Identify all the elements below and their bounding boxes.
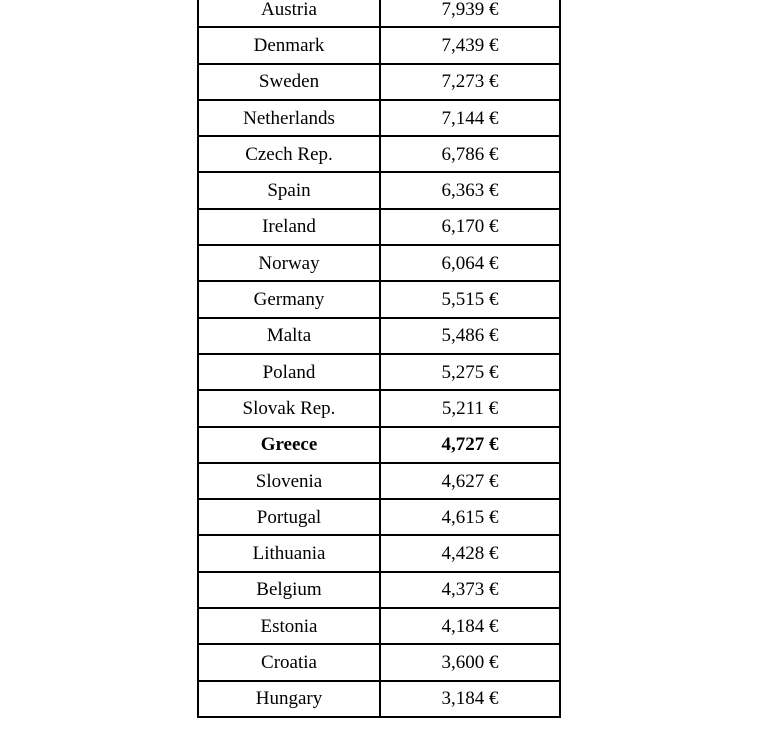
table-row bbox=[198, 608, 560, 644]
value-cell: 7,273 € bbox=[380, 64, 560, 100]
table-row bbox=[198, 644, 560, 680]
table-row bbox=[198, 27, 560, 63]
country-cell: Estonia bbox=[198, 608, 380, 644]
value-cell: 5,515 € bbox=[380, 281, 560, 317]
value-cell: 4,615 € bbox=[380, 499, 560, 535]
value-cell: 7,939 € bbox=[380, 0, 560, 27]
value-cell: 4,627 € bbox=[380, 463, 560, 499]
value-cell: 4,428 € bbox=[380, 535, 560, 571]
country-cell: Belgium bbox=[198, 572, 380, 608]
country-cell: Poland bbox=[198, 354, 380, 390]
value-cell: 6,064 € bbox=[380, 245, 560, 281]
table-body bbox=[198, 0, 560, 717]
table-row bbox=[198, 172, 560, 208]
value-cell: 6,170 € bbox=[380, 209, 560, 245]
value-cell: 4,184 € bbox=[380, 608, 560, 644]
value-cell: 5,486 € bbox=[380, 318, 560, 354]
value-cell: 4,373 € bbox=[380, 572, 560, 608]
value-cell: 3,184 € bbox=[380, 681, 560, 717]
country-cell: Greece bbox=[198, 427, 380, 463]
data-table-container bbox=[197, 0, 561, 718]
table-row bbox=[198, 245, 560, 281]
table-row bbox=[198, 64, 560, 100]
table-row bbox=[198, 354, 560, 390]
value-cell: 5,275 € bbox=[380, 354, 560, 390]
country-cell: Lithuania bbox=[198, 535, 380, 571]
table-row bbox=[198, 499, 560, 535]
country-cell: Slovak Rep. bbox=[198, 390, 380, 426]
table-row bbox=[198, 463, 560, 499]
table-row bbox=[198, 681, 560, 717]
table-row bbox=[198, 318, 560, 354]
value-cell: 3,600 € bbox=[380, 644, 560, 680]
country-cell: Norway bbox=[198, 245, 380, 281]
table-row bbox=[198, 100, 560, 136]
table-row bbox=[198, 390, 560, 426]
table-row bbox=[198, 572, 560, 608]
country-cell: Spain bbox=[198, 172, 380, 208]
value-cell: 6,786 € bbox=[380, 136, 560, 172]
value-cell: 7,439 € bbox=[380, 27, 560, 63]
country-cell: Portugal bbox=[198, 499, 380, 535]
value-cell: 7,144 € bbox=[380, 100, 560, 136]
value-cell: 5,211 € bbox=[380, 390, 560, 426]
country-cell: Austria bbox=[198, 0, 380, 27]
table-row bbox=[198, 136, 560, 172]
country-cell: Denmark bbox=[198, 27, 380, 63]
country-cell: Ireland bbox=[198, 209, 380, 245]
country-cell: Croatia bbox=[198, 644, 380, 680]
country-cell: Slovenia bbox=[198, 463, 380, 499]
country-cell: Sweden bbox=[198, 64, 380, 100]
table-row bbox=[198, 281, 560, 317]
value-cell: 4,727 € bbox=[380, 427, 560, 463]
country-cell: Czech Rep. bbox=[198, 136, 380, 172]
table-row bbox=[198, 0, 560, 27]
country-value-table bbox=[197, 0, 561, 718]
table-row-highlighted bbox=[198, 427, 560, 463]
country-cell: Netherlands bbox=[198, 100, 380, 136]
table-row bbox=[198, 535, 560, 571]
country-cell: Germany bbox=[198, 281, 380, 317]
value-cell: 6,363 € bbox=[380, 172, 560, 208]
country-cell: Hungary bbox=[198, 681, 380, 717]
table-row bbox=[198, 209, 560, 245]
country-cell: Malta bbox=[198, 318, 380, 354]
